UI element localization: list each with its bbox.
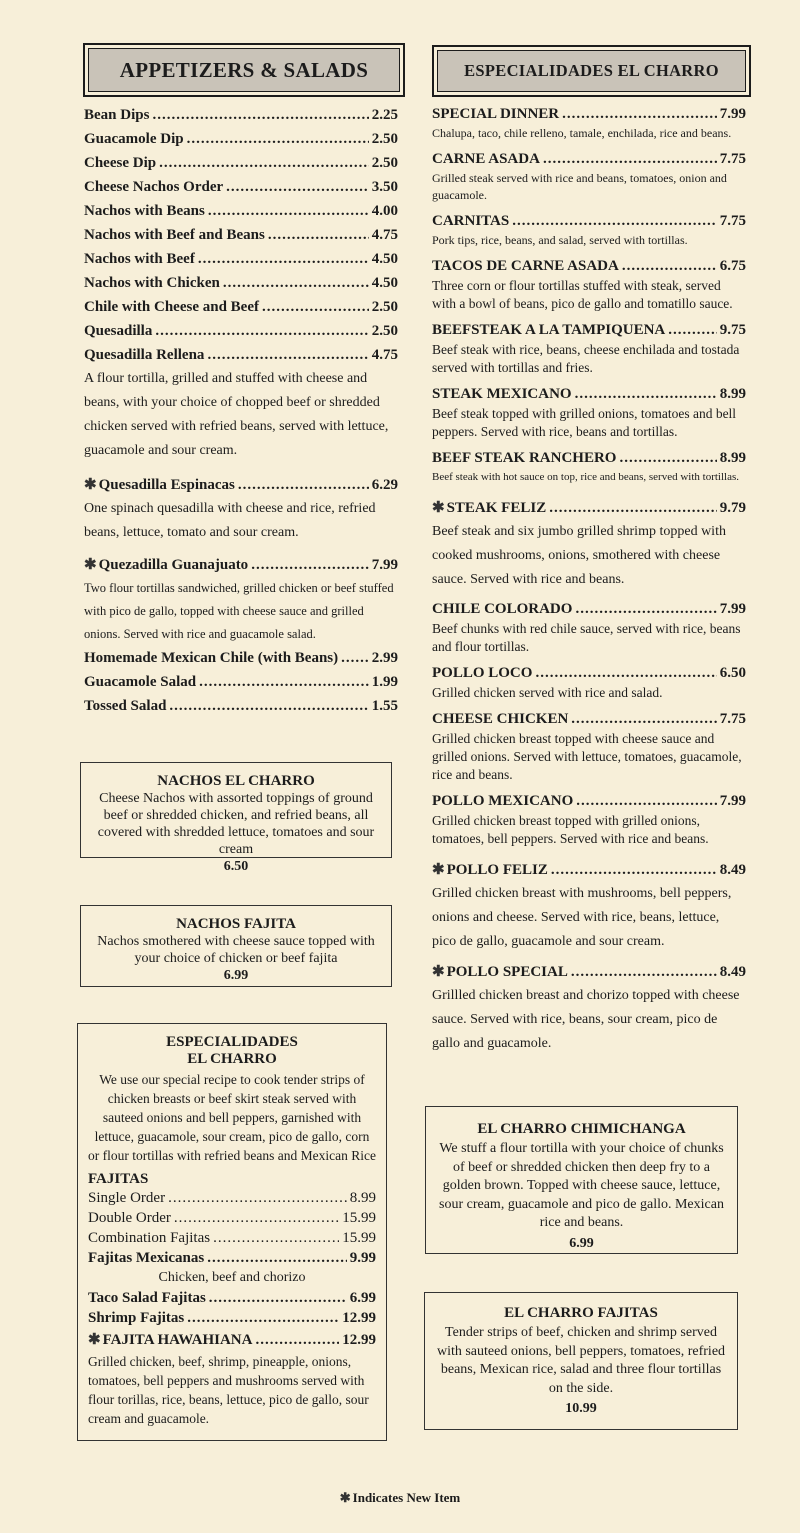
appetizers-column	[84, 103, 398, 718]
specialties-header	[432, 45, 751, 97]
new-item-star-icon: ✱	[432, 500, 445, 516]
new-item-star-icon: ✱	[432, 964, 445, 980]
fajita-item-mexicanas: Fajitas Mexicanas ..... 9.99	[88, 1248, 376, 1268]
specialty-item-steak-feliz: ✱ STEAK FELIZ ..... 9.79 Beef steak and six jumbo grilled shrimp topped with cooked mushrooms, onions, smothered with cheese sauce. Served with rice and beans.	[432, 496, 746, 592]
specialty-item-pollo-special: ✱ POLLO SPECIAL ..... 8.49 Grillled chicken breast and chorizo topped with cheese sauce. Served with rice, beans, sour cream, pico de gallo and guacamole.	[432, 960, 746, 1056]
charro-fajitas-price: 10.99	[565, 1401, 597, 1416]
espinacas-description: One spinach quesadilla with cheese and rice, refried beans, lettuce, tomato and sour cream.	[84, 501, 376, 540]
nachos-el-charro-description: Cheese Nachos with assorted toppings of ground beef or shredded chicken, and refried beans, all covered with shredded lettuce, tomatoes and sour cream	[97, 791, 375, 857]
fajita-hawaiana-description: Grilled chicken, beef, shrimp, pineapple, onions, tomatoes, bell peppers and mushrooms served with flour torillas, rice, beans, lettuce, pico de gallo, sour cream and guacamole.	[88, 1354, 369, 1426]
appetizers-list	[84, 103, 398, 367]
charro-fajitas-title: EL CHARRO FAJITAS	[504, 1305, 658, 1321]
specialty-item: BEEF STEAK RANCHERO ..... 8.99 Beef steak with hot sauce on top, rice and beans, served with tortillas.	[432, 447, 746, 486]
fajita-item: Single Order ..... 8.99	[88, 1188, 376, 1208]
menu-item: Nachos with Chicken ..... 4.50	[84, 271, 398, 295]
charro-fajitas-box	[424, 1292, 738, 1430]
menu-item: Chile with Cheese and Beef ..... 2.50	[84, 295, 398, 319]
fajitas-box-description: We use our special recipe to cook tender strips of chicken breasts or beef skirt steak served with sauteed onions and bell peppers, garnished with lettuce, guacamole, sour cream, pico de gallo, corn or flour tortillas with refried beans and Mexican Rice	[88, 1072, 376, 1163]
new-item-star-icon: ✱	[84, 477, 97, 493]
menu-item: Tossed Salad ..... 1.55	[84, 694, 398, 718]
menu-item: Cheese Nachos Order ..... 3.50	[84, 175, 398, 199]
nachos-fajita-price: 6.99	[223, 968, 249, 983]
specialty-item: STEAK MEXICANO ..... 8.99 Beef steak topped with grilled onions, tomatoes and bell peppers. Served with rice, beans and tortillas.	[432, 383, 746, 441]
fajitas-box-title-2: EL CHARRO	[187, 1051, 277, 1067]
menu-item-guanajuato: ✱ Quezadilla Guanajuato ..... 7.99	[84, 553, 398, 577]
specialty-item: SPECIAL DINNER ..... 7.99 Chalupa, taco, chile relleno, tamale, enchilada, rice and beans.	[432, 103, 746, 142]
footer-note	[0, 1490, 800, 1506]
chimichanga-box	[425, 1106, 738, 1254]
fajitas-mexicanas-note: Chicken, beef and chorizo	[158, 1270, 306, 1285]
chimichanga-price: 6.99	[569, 1235, 594, 1251]
appetizers-header	[83, 43, 405, 97]
fajita-item-shrimp: Shrimp Fajitas ..... 12.99	[88, 1308, 376, 1328]
charro-fajitas-description: Tender strips of beef, chicken and shrimp served with sauteed onions, bell peppers, tomatoes, refried beans, Mexican rice, salad and three flour tortillas on the side.	[436, 1325, 726, 1396]
guanajuato-description: Two flour tortillas sandwiched, grilled chicken or beef stuffed with pico de gallo, topped with cheese sauce and grilled onions. Served with rice and guacamole salad.	[84, 581, 394, 641]
nachos-fajita-description: Nachos smothered with cheese sauce topped with your choice of chicken or beef fajita	[97, 934, 375, 966]
specialty-item: BEEFSTEAK A LA TAMPIQUENA ..... 9.75 Beef steak with rice, beans, cheese enchilada and tostada served with tortillas and fries.	[432, 319, 746, 377]
fajitas-box	[77, 1023, 387, 1441]
appetizers-header-title: APPETIZERS & SALADS	[88, 48, 400, 92]
fajita-item: Double Order ..... 15.99	[88, 1208, 376, 1228]
fajita-item-hawaiana: ✱ FAJITA HAWAHIANA ..... 12.99	[88, 1328, 376, 1352]
menu-item: Quesadilla ..... 2.50	[84, 319, 398, 343]
nachos-fajita-title: NACHOS FAJITA	[176, 916, 296, 932]
menu-item: Bean Dips ..... 2.25	[84, 103, 398, 127]
fajita-item-taco-salad: Taco Salad Fajitas ..... 6.99	[88, 1288, 376, 1308]
nachos-fajita-box	[80, 905, 392, 987]
fajitas-subtitle: FAJITAS	[88, 1171, 149, 1187]
menu-item: Nachos with Beef and Beans ..... 4.75	[84, 223, 398, 247]
menu-item: Nachos with Beef ..... 4.50	[84, 247, 398, 271]
menu-item: Guacamole Salad ..... 1.99	[84, 670, 398, 694]
new-item-star-icon: ✱	[432, 862, 445, 878]
fajita-item: Combination Fajitas ..... 15.99	[88, 1228, 376, 1248]
fajitas-box-title-1: ESPECIALIDADES	[166, 1034, 298, 1050]
specialties-header-title: ESPECIALIDADES EL CHARRO	[437, 50, 746, 92]
specialty-item-pollo-feliz: ✱ POLLO FELIZ ..... 8.49 Grilled chicken breast with mushrooms, bell peppers, onions and cheese. Served with rice, beans, lettuce, pico de gallo, guacamole and sour cream.	[432, 858, 746, 954]
specialties-column	[432, 103, 746, 1062]
specialty-item: CARNITAS ..... 7.75 Pork tips, rice, beans, and salad, served with tortillas.	[432, 210, 746, 249]
specialty-item: POLLO MEXICANO ..... 7.99 Grilled chicken breast topped with grilled onions, tomatoes, bell peppers. Served with rice and beans.	[432, 790, 746, 848]
menu-item: Cheese Dip ..... 2.50	[84, 151, 398, 175]
new-item-star-icon: ✱	[84, 557, 97, 573]
nachos-el-charro-price: 6.50	[223, 859, 249, 874]
quesadilla-rellena-description: A flour tortilla, grilled and stuffed with cheese and beans, with your choice of chopped beef or shredded chicken served with refried beans, served with lettuce, guacamole and sour cream.	[84, 371, 389, 458]
menu-item: Homemade Mexican Chile (with Beans) ..... 2.99	[84, 646, 398, 670]
menu-item-espinacas: ✱ Quesadilla Espinacas ..... 6.29	[84, 473, 398, 497]
chimichanga-description: We stuff a flour tortilla with your choice of chunks of beef or shredded chicken then deep fry to a golden brown. Topped with cheese sauce, lettuce, sour cream, guacamole and pico de gallo. Mexican rice and beans.	[439, 1141, 724, 1230]
nachos-el-charro-title: NACHOS EL CHARRO	[157, 773, 315, 789]
nachos-el-charro-box	[80, 762, 392, 874]
specialty-item: CHEESE CHICKEN ..... 7.75 Grilled chicken breast topped with cheese sauce and grilled onions. Served with lettuce, tomatoes, guacamole, rice and beans.	[432, 708, 746, 784]
specialty-item: TACOS DE CARNE ASADA ..... 6.75 Three corn or flour tortillas stuffed with steak, served with a bowl of beans, pico de gallo and tomatillo sauce.	[432, 255, 746, 313]
menu-item: Quesadilla Rellena ..... 4.75	[84, 343, 398, 367]
new-item-star-icon: ✱	[88, 1332, 101, 1348]
specialty-item: CARNE ASADA ..... 7.75 Grilled steak served with rice and beans, tomatoes, onion and guacamole.	[432, 148, 746, 204]
specialty-item: CHILE COLORADO ..... 7.99 Beef chunks with red chile sauce, served with rice, beans and flour tortillas.	[432, 598, 746, 656]
footer-text: Indicates New Item	[352, 1490, 461, 1505]
new-item-star-icon: ✱	[339, 1490, 351, 1505]
menu-item: Nachos with Beans ..... 4.00	[84, 199, 398, 223]
specialty-item: POLLO LOCO ..... 6.50 Grilled chicken served with rice and salad.	[432, 662, 746, 702]
chimichanga-title: EL CHARRO CHIMICHANGA	[477, 1121, 686, 1137]
menu-item: Guacamole Dip ..... 2.50	[84, 127, 398, 151]
